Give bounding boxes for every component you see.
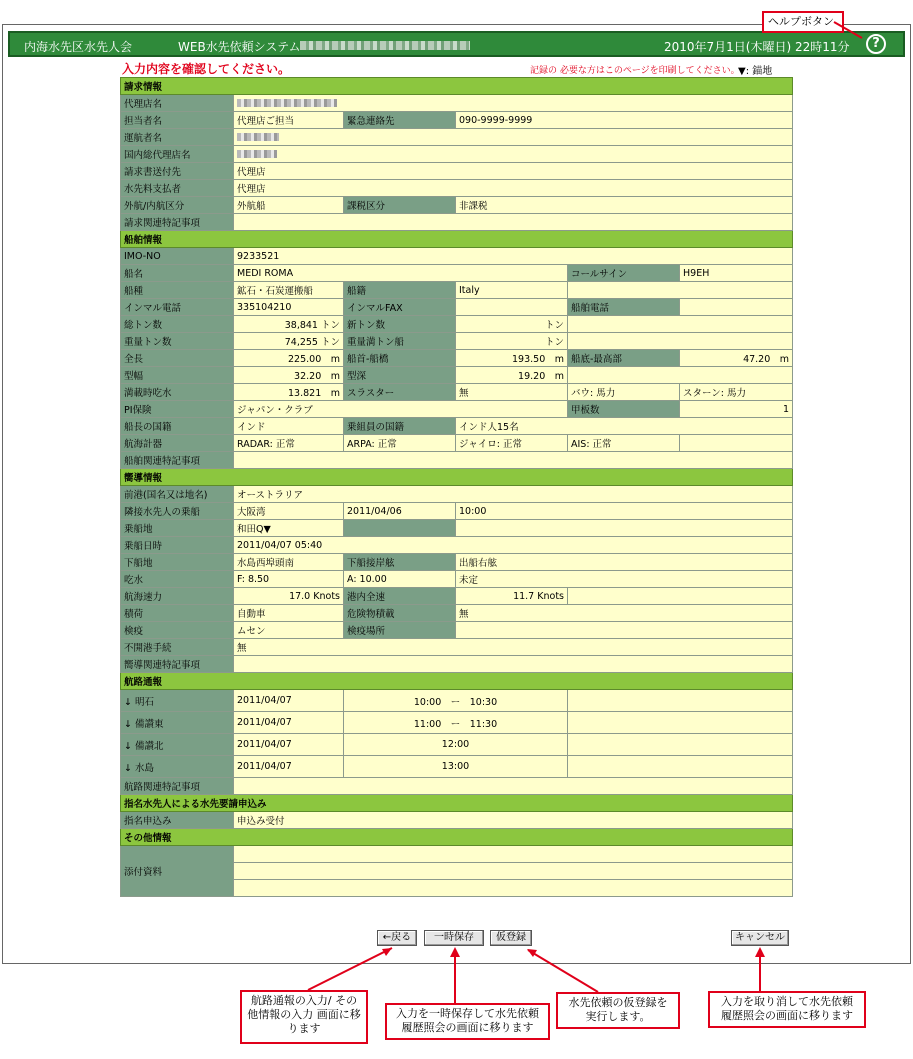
ship-type-label: 船種	[121, 282, 234, 299]
master-nat-value: インド	[234, 418, 344, 435]
inmarsat-tel-label: インマル電話	[121, 299, 234, 316]
route-point-label: ↓ 備讃東	[121, 712, 234, 734]
new-gt-label: 新トン数	[344, 316, 456, 333]
org-title: 内海水先区水先人会	[24, 40, 133, 54]
arrowhead-cancel	[755, 947, 765, 957]
disembark-label: 下船地	[121, 554, 234, 571]
gyro-value: ジャイロ: 正常	[456, 435, 568, 452]
loa-value: 225.00 m	[234, 350, 344, 367]
contact-label: 担当者名	[121, 112, 234, 129]
adjacent-label: 隣接水先人の乗船	[121, 503, 234, 520]
prev-port-label: 前港(国名又は地名)	[121, 486, 234, 503]
route-point-label: ↓ 明石	[121, 690, 234, 712]
route-point-date: 2011/04/07	[234, 756, 344, 778]
payer-label: 水先料支払者	[121, 180, 234, 197]
section-ship: 船舶情報	[121, 231, 793, 248]
dangerous-label: 危険物積載	[344, 605, 456, 622]
contact-value: 代理店ご担当	[234, 112, 344, 129]
tax-label: 課税区分	[344, 197, 456, 214]
invoice-to-label: 請求書送付先	[121, 163, 234, 180]
section-other: その他情報	[121, 829, 793, 846]
pilot-draft-label: 吃水	[121, 571, 234, 588]
header-datetime: 2010年7月1日(木曜日) 22時11分	[664, 40, 850, 54]
confirm-message: 入力内容を確認してください。	[122, 62, 291, 76]
radar-value: RADAR: 正常	[234, 435, 344, 452]
keel-top-label: 船底-最高部	[568, 350, 680, 367]
nonopen-label: 不開港手続	[121, 639, 234, 656]
pilot-notes-label: 嚮導関連特記事項	[121, 656, 234, 673]
route-point-label: ↓ 備讃北	[121, 734, 234, 756]
nonopen-value: 無	[234, 639, 793, 656]
pi-value: ジャパン・クラブ	[234, 401, 568, 418]
route-point-time: 12:00	[344, 734, 568, 756]
route-point-label: ↓ 水島	[121, 756, 234, 778]
help-callout: ヘルプボタン	[762, 11, 844, 33]
agent-label: 代理店名	[121, 95, 234, 112]
bow-bridge-label: 船首-船橋	[344, 350, 456, 367]
voyage-type-value: 外航船	[234, 197, 344, 214]
arrowhead-prov	[527, 949, 537, 957]
gt-value: 38,841 トン	[234, 316, 344, 333]
dwt-ship-value: トン	[456, 333, 568, 350]
thruster-value: 無	[456, 384, 568, 401]
flag-value: Italy	[456, 282, 568, 299]
emergency-label: 緊急連絡先	[344, 112, 456, 129]
ship-type-value: 鉱石・石炭運搬船	[234, 282, 344, 299]
crew-nat-label: 乗組員の国籍	[344, 418, 456, 435]
route-point-date: 2011/04/07	[234, 712, 344, 734]
quarantine-place-label: 検疫場所	[344, 622, 456, 639]
route-point-time: 11:00 ー 11:30	[344, 712, 568, 734]
tax-value: 非課税	[456, 197, 793, 214]
system-title: WEB水先依頼システム	[178, 40, 301, 54]
invoice-to-value: 代理店	[234, 163, 793, 180]
section-pilot: 嚮導情報	[121, 469, 793, 486]
provisional-register-button[interactable]: 仮登録	[490, 930, 532, 946]
callout-back: 航路通報の入力/ その他情報の入力 画面に移ります	[240, 990, 368, 1044]
anchor-legend: ▼: 錨地	[738, 66, 773, 77]
ship-notes-label: 船舶関連特記事項	[121, 452, 234, 469]
attach-label: 添付資料	[121, 846, 234, 897]
callout-temp-save: 入力を一時保存して水先依頼 履歴照会の画面に移ります	[385, 1003, 550, 1040]
imo-value: 9233521	[234, 248, 793, 265]
flag-label: 船籍	[344, 282, 456, 299]
print-notice: 記録の 必要な方はこのページを印刷してください。	[530, 66, 740, 76]
prev-port-value: オーストラリア	[234, 486, 793, 503]
boarding-label: 乗船地	[121, 520, 234, 537]
route-point-time: 13:00	[344, 756, 568, 778]
route-notes-label: 航路関連特記事項	[121, 778, 234, 795]
cargo-value: 自動車	[234, 605, 344, 622]
arpa-value: ARPA: 正常	[344, 435, 456, 452]
section-route: 航路通報	[121, 673, 793, 690]
adjacent-place: 大阪湾	[234, 503, 344, 520]
callout-provisional: 水先依頼の仮登録を 実行します。	[556, 992, 680, 1029]
stern-thruster: スターン: 馬力	[680, 384, 793, 401]
imo-label: IMO-NO	[121, 248, 234, 265]
cancel-button[interactable]: キャンセル	[731, 930, 789, 946]
arrow-back	[308, 948, 392, 990]
dwt-label: 重量トン数	[121, 333, 234, 350]
pi-label: PI保険	[121, 401, 234, 418]
draft-note: 未定	[456, 571, 793, 588]
boarding-value: 和田Q▼	[234, 520, 344, 537]
speed-value: 17.0 Knots	[234, 588, 344, 605]
draft-aft: A: 10.00	[344, 571, 456, 588]
thruster-label: スラスター	[344, 384, 456, 401]
temp-save-button[interactable]: 一時保存	[424, 930, 484, 946]
emergency-value: 090-9999-9999	[456, 112, 793, 129]
inmarsat-fax-label: インマルFAX	[344, 299, 456, 316]
dangerous-value: 無	[456, 605, 793, 622]
pier-value: 出船右舷	[456, 554, 793, 571]
payer-value: 代理店	[234, 180, 793, 197]
draft-fore: F: 8.50	[234, 571, 344, 588]
route-point-time: 10:00 ー 10:30	[344, 690, 568, 712]
dwt-ship-label: 重量満トン船	[344, 333, 456, 350]
operator-label: 運航者名	[121, 129, 234, 146]
callout-cancel: 入力を取り消して水先依頼 履歴照会の画面に移ります	[708, 991, 866, 1028]
arrow-prov	[528, 950, 598, 992]
ship-name-label: 船名	[121, 265, 234, 282]
designated-label: 指名申込み	[121, 812, 234, 829]
nav-label: 航海計器	[121, 435, 234, 452]
boarding-dt-label: 乗船日時	[121, 537, 234, 554]
arrow-help	[834, 22, 862, 38]
billing-notes-label: 請求関連特記事項	[121, 214, 234, 231]
ais-value: AIS: 正常	[568, 435, 680, 452]
voyage-type-label: 外航/内航区分	[121, 197, 234, 214]
speed-label: 航海速力	[121, 588, 234, 605]
route-point-date: 2011/04/07	[234, 734, 344, 756]
breadth-label: 型幅	[121, 367, 234, 384]
ship-name-value: MEDI ROMA	[234, 265, 568, 282]
inmarsat-tel-value: 335104210	[234, 299, 344, 316]
dwt-value: 74,255 トン	[234, 333, 344, 350]
bow-bridge-value: 193.50 m	[456, 350, 568, 367]
boarding-dt-value: 2011/04/07 05:40	[234, 537, 793, 554]
back-button[interactable]: ←戻る	[377, 930, 417, 946]
adjacent-date: 2011/04/06	[344, 503, 456, 520]
loa-label: 全長	[121, 350, 234, 367]
ship-tel-label: 船舶電話	[568, 299, 680, 316]
cargo-label: 積荷	[121, 605, 234, 622]
section-billing: 請求情報	[121, 78, 793, 95]
harbor-speed-value: 11.7 Knots	[456, 588, 568, 605]
route-point-date: 2011/04/07	[234, 690, 344, 712]
quarantine-label: 検疫	[121, 622, 234, 639]
crew-nat-value: インド人15名	[456, 418, 793, 435]
depth-label: 型深	[344, 367, 456, 384]
gt-label: 総トン数	[121, 316, 234, 333]
disembark-value: 水島西埠頭南	[234, 554, 344, 571]
master-nat-label: 船長の国籍	[121, 418, 234, 435]
new-gt-value: トン	[456, 316, 568, 333]
depth-value: 19.20 m	[456, 367, 568, 384]
deck-value: 1	[680, 401, 793, 418]
callsign-label: コールサイン	[568, 265, 680, 282]
pier-label: 下船接岸舷	[344, 554, 456, 571]
designated-value: 申込み受付	[234, 812, 793, 829]
keel-top-value: 47.20 m	[680, 350, 793, 367]
draft-value: 13.821 m	[234, 384, 344, 401]
callsign-value: H9EH	[680, 265, 793, 282]
draft-label: 満載時吃水	[121, 384, 234, 401]
quarantine-value: ムセン	[234, 622, 344, 639]
breadth-value: 32.20 m	[234, 367, 344, 384]
bow-thruster: バウ: 馬力	[568, 384, 680, 401]
section-designated: 指名水先人による水先要請申込み	[121, 795, 793, 812]
deck-label: 甲板数	[568, 401, 680, 418]
domestic-agent-label: 国内総代理店名	[121, 146, 234, 163]
adjacent-time: 10:00	[456, 503, 793, 520]
arrowhead-temp	[450, 947, 460, 957]
help-icon[interactable]: ?	[866, 34, 886, 54]
harbor-speed-label: 港内全速	[344, 588, 456, 605]
